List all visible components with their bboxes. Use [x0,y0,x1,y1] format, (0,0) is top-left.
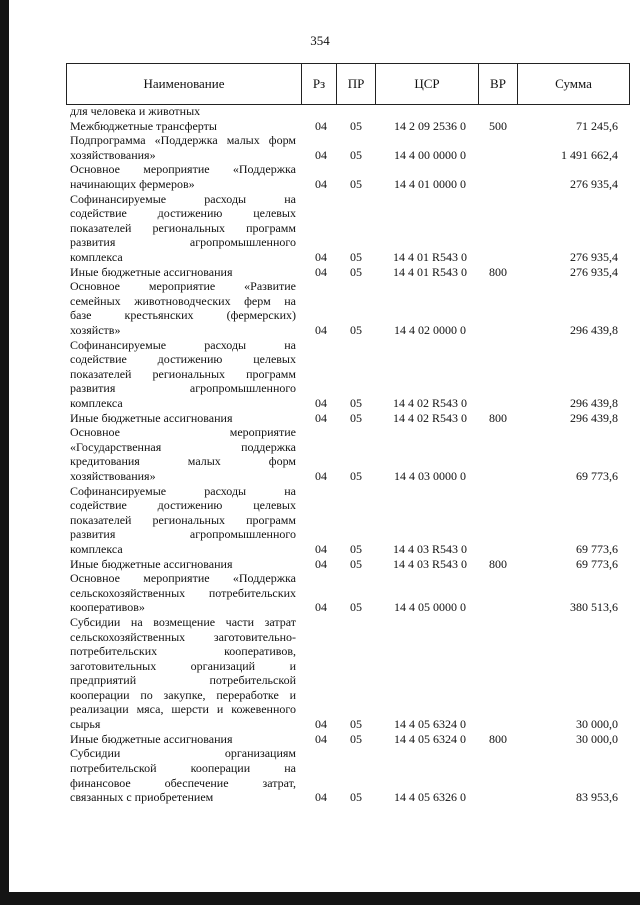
row-rz: 04 [315,176,327,191]
row-rz: 04 [315,322,327,337]
row-name-line: начинающих фермеров» [70,176,195,191]
row-rz: 04 [315,147,327,162]
table-row [0,104,640,119]
header-vr: ВР [479,64,518,105]
row-csr: 14 4 02 0000 0 [394,322,466,337]
row-vr: 800 [489,410,507,425]
row-name [70,425,296,483]
row-name [70,265,296,280]
row-name-line: развития агропромышленного [70,235,296,250]
row-name-line: содействие достижению целевых [70,352,296,367]
table-header [66,63,630,105]
table-row [0,557,640,572]
row-name-line: кооперативов» [70,600,145,615]
row-pr: 05 [350,264,362,279]
row-name-line: Иные бюджетные ассигнования [70,410,233,425]
row-name-line: предприятий потребительской [70,673,296,688]
scan-bottom-edge [0,892,640,905]
row-name-line: Иные бюджетные ассигнования [70,556,233,571]
row-csr: 14 4 03 R543 0 [392,541,467,556]
row-rz: 04 [315,395,327,410]
row-name-line: кооперации по закупке, переработке и [70,687,296,702]
table-row [0,192,640,265]
row-name-line: комплекса [70,541,123,556]
row-sum: 69 773,6 [576,541,618,556]
row-name-line: развития агропромышленного [70,381,296,396]
row-csr: 14 4 03 0000 0 [394,468,466,483]
row-csr: 14 4 01 0000 0 [394,176,466,191]
row-pr: 05 [350,600,362,615]
row-csr: 14 4 03 R543 0 [392,556,467,571]
row-name-line: хозяйствования» [70,468,156,483]
row-name-line: финансовое обеспечение затрат, [70,775,296,790]
row-name-line: Субсидии на возмещение части затрат [70,614,296,629]
row-name-line: семейных животноводческих ферм на [70,293,296,308]
table-row [0,338,640,411]
row-vr: 800 [489,264,507,279]
row-rz: 04 [315,264,327,279]
row-sum: 30 000,0 [576,731,618,746]
row-pr: 05 [350,556,362,571]
row-rz: 04 [315,717,327,732]
row-name [70,484,296,557]
row-name [70,162,296,191]
row-name-line: Софинансируемые расходы на [70,337,296,352]
row-pr: 05 [350,410,362,425]
row-sum: 296 439,8 [570,395,618,410]
row-pr: 05 [350,790,362,805]
row-pr: 05 [350,717,362,732]
row-csr: 14 4 05 0000 0 [394,600,466,615]
row-pr: 05 [350,118,362,133]
row-name-line: для человека и животных [70,104,201,118]
row-sum: 83 953,6 [576,790,618,805]
table-row [0,746,640,804]
row-rz: 04 [315,410,327,425]
row-name-line: Межбюджетные трансферты [70,118,217,133]
row-sum: 69 773,6 [576,468,618,483]
header-pr: ПР [337,64,376,105]
row-name-line: Субсидии организациям [70,746,296,761]
header-sum: Сумма [518,64,630,105]
table-row [0,279,640,337]
row-name-line: Основное мероприятие «Поддержка [70,571,296,586]
row-name [70,571,296,615]
row-name-line: комплекса [70,395,123,410]
row-pr: 05 [350,395,362,410]
row-name-line: Подпрограмма «Поддержка малых форм [70,133,296,148]
row-sum: 30 000,0 [576,717,618,732]
table-row [0,411,640,426]
row-name [70,411,296,426]
table-row [0,265,640,280]
row-name-line: Софинансируемые расходы на [70,191,296,206]
row-rz: 04 [315,249,327,264]
row-name-line: сырья [70,717,101,732]
row-rz: 04 [315,600,327,615]
row-name-line: показателей региональных программ [70,366,296,381]
table-row [0,162,640,191]
row-sum: 276 935,4 [570,264,618,279]
row-csr: 14 4 01 R543 0 [392,264,467,279]
row-name-line: развития агропромышленного [70,527,296,542]
row-name-line: «Государственная поддержка [70,439,296,454]
row-vr: 800 [489,556,507,571]
row-name [70,192,296,265]
header-rz: Рз [302,64,337,105]
row-name-line: содействие достижению целевых [70,498,296,513]
row-name-line: Иные бюджетные ассигнования [70,264,233,279]
row-name [70,133,296,162]
row-csr: 14 4 01 R543 0 [392,249,467,264]
table-row [0,615,640,732]
table-row [0,484,640,557]
row-name-line: хозяйств» [70,322,121,337]
row-sum: 71 245,6 [576,118,618,133]
row-vr: 800 [489,731,507,746]
header-name: Наименование [67,64,302,105]
row-name-line: потребительской кооперации на [70,760,296,775]
row-name [70,104,296,119]
row-pr: 05 [350,731,362,746]
table-row [0,732,640,747]
row-name [70,615,296,732]
row-name-line: заготовительных организаций и [70,658,296,673]
row-name [70,119,296,134]
row-sum: 380 513,6 [570,600,618,615]
row-csr: 14 4 05 6326 0 [394,790,466,805]
row-name [70,732,296,747]
row-csr: 14 4 05 6324 0 [394,717,466,732]
row-name [70,746,296,804]
row-name [70,557,296,572]
table-row [0,119,640,134]
row-sum: 276 935,4 [570,249,618,264]
header-csr: ЦСР [376,64,479,105]
row-csr: 14 4 02 R543 0 [392,410,467,425]
row-name-line: сельскохозяйственных потребительских [70,585,296,600]
row-rz: 04 [315,468,327,483]
row-pr: 05 [350,468,362,483]
row-sum: 296 439,8 [570,322,618,337]
row-name-line: Основное мероприятие «Поддержка [70,162,296,177]
row-name [70,338,296,411]
row-csr: 14 4 05 6324 0 [394,731,466,746]
row-pr: 05 [350,176,362,191]
row-name-line: сельскохозяйственных заготовительно- [70,629,296,644]
row-name-line: показателей региональных программ [70,512,296,527]
row-sum: 1 491 662,4 [561,147,618,162]
row-name-line: связанных с приобретением [70,790,214,805]
row-name-line: показателей региональных программ [70,220,296,235]
row-rz: 04 [315,556,327,571]
row-name-line: содействие достижению целевых [70,206,296,221]
row-name-line: потребительских кооперативов, [70,644,296,659]
row-name-line: базе крестьянских (фермерских) [70,308,296,323]
table-row [0,425,640,483]
table-body [0,104,640,805]
row-sum: 69 773,6 [576,556,618,571]
row-name-line: кредитования малых форм [70,454,296,469]
row-vr: 500 [489,118,507,133]
row-pr: 05 [350,249,362,264]
row-name-line: Софинансируемые расходы на [70,483,296,498]
row-csr: 14 4 02 R543 0 [392,395,467,410]
row-rz: 04 [315,731,327,746]
row-name-line: Иные бюджетные ассигнования [70,731,233,746]
row-sum: 276 935,4 [570,176,618,191]
row-name-line: хозяйствования» [70,147,156,162]
row-name-line: Основное мероприятие «Развитие [70,279,296,294]
row-name-line: реализации мяса, шерсти и кожевенного [70,702,296,717]
row-csr: 14 4 00 0000 0 [394,147,466,162]
row-pr: 05 [350,322,362,337]
page-number: 354 [310,33,330,48]
row-sum: 296 439,8 [570,410,618,425]
row-pr: 05 [350,147,362,162]
row-csr: 14 2 09 2536 0 [394,118,466,133]
row-rz: 04 [315,541,327,556]
row-pr: 05 [350,541,362,556]
row-name-line: Основное мероприятие [70,425,296,440]
table-row [0,133,640,162]
table-row [0,571,640,615]
row-rz: 04 [315,790,327,805]
row-rz: 04 [315,118,327,133]
row-name [70,279,296,337]
row-name-line: комплекса [70,249,123,264]
